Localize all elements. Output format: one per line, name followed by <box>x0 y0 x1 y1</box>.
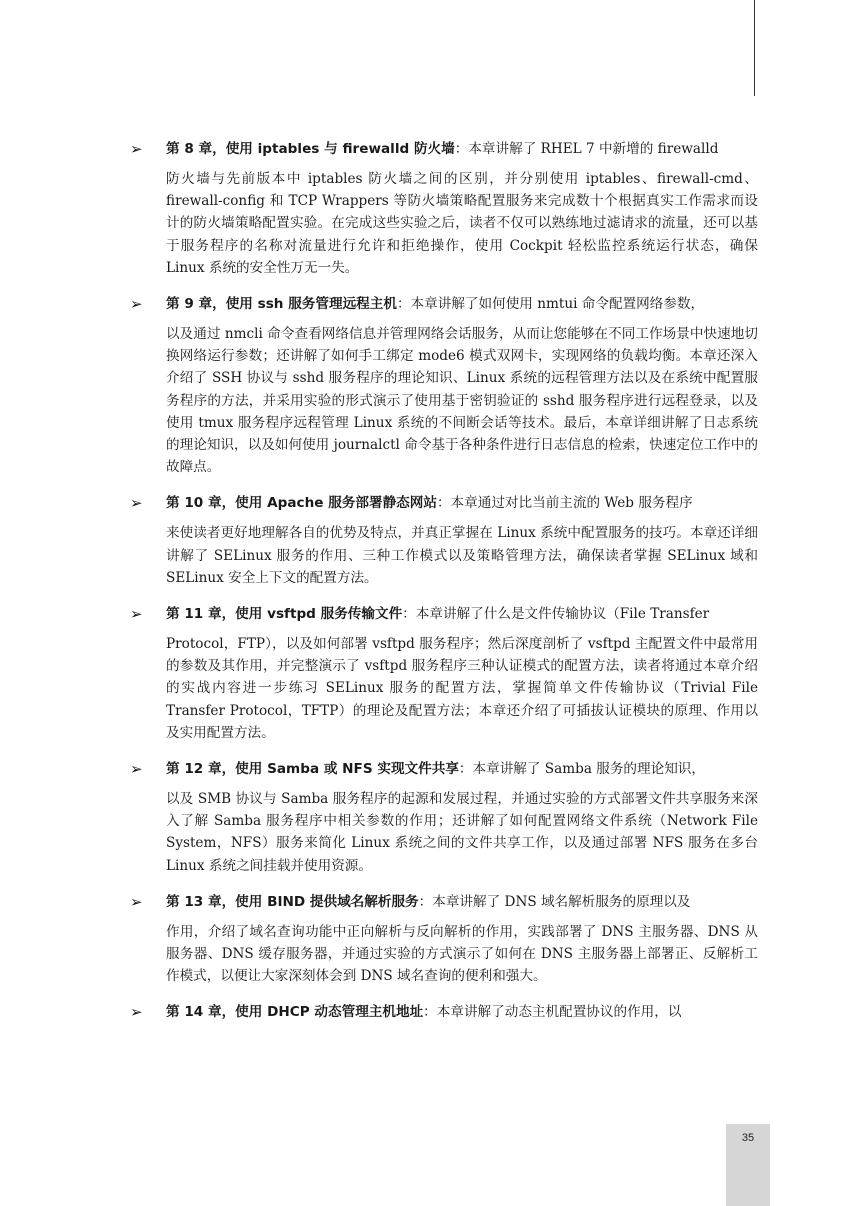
chapter-lead: ：本章讲解了动态主机配置协议的作用，以 <box>423 1004 682 1021</box>
chapter-item-12 <box>130 754 758 877</box>
chapter-heading: 第 11 章，使用 vsftpd 服务传输文件 <box>166 606 403 623</box>
chapter-lead: ：本章讲解了 RHEL 7 中新增的 firewalld <box>454 141 719 157</box>
arrow-bullet-icon: ➢ <box>130 140 143 158</box>
chapter-body: 以及通过 nmcli 命令查看网络信息并管理网络会话服务，从而让您能够在不同工作场景中快速地切换网络运行参数；还讲解了如何手工绑定 mode6 模式双网卡，实现网络的负载均衡。本章还深入介绍了 SSH 协议与 sshd 服务程序的理论知识、Linux 系统的远程管理方法以及在系统中配置服务程序的方法，并采用实验的形式演示了使用基于密钥验证的 sshd 服务程序进行远程登录，以及使用 tmux 服务程序远程管理 Linux 系统的不间断会话等技术。最后，本章详细讲解了日志系统的理论知识，以及如何使用 journalctl 命令基于各种条件进行日志信息的检索，快速定位工作中的故障点。 <box>166 326 758 476</box>
chapter-body: Protocol，FTP），以及如何部署 vsftpd 服务程序；然后深度剖析了 vsftpd 主配置文件中最常用的参数及其作用，并完整演示了 vsftpd 服务程序三种认证模式的配置方法，读者将通过本章介绍的实战内容进一步练习 SELinux 服务的配置方法，掌握简单文件传输协议（Trivial File Transfer Protocol，TFTP）的理论及配置方法；本章还介绍了可插拔认证模块的原理、作用以及实用配置方法。 <box>166 636 758 741</box>
chapter-lead: ：本章通过对比当前主流的 Web 服务程序 <box>436 495 693 512</box>
chapter-heading-line <box>136 488 758 518</box>
chapter-heading-line <box>136 134 758 164</box>
chapter-item-9 <box>130 289 758 478</box>
margin-rule <box>754 0 755 96</box>
chapter-heading-line <box>136 599 758 629</box>
chapter-body: 以及 SMB 协议与 Samba 服务程序的起源和发展过程，并通过实验的方式部署文件共享服务来深入了解 Samba 服务程序中相关参数的作用；还讲解了如何配置网络文件系统（Network File System，NFS）服务来简化 Linux 系统之间的文件共享工作，以及通过部署 NFS 服务在多台 Linux 系统之间挂载并使用资源。 <box>166 791 758 874</box>
chapter-item-11 <box>130 599 758 744</box>
arrow-bullet-icon: ➢ <box>130 295 143 314</box>
chapter-heading-line <box>136 289 758 319</box>
chapter-heading: 第 8 章，使用 iptables 与 firewalld 防火墙 <box>166 141 455 157</box>
chapter-body: 作用，介绍了域名查询功能中正向解析与反向解析的作用，实践部署了 DNS 主服务器、DNS 从服务器、DNS 缓存服务器，并通过实验的方式演示了如何在 DNS 主服务器上部署正、反解析工作模式，以便让大家深刻体会到 DNS 域名查询的便利和强大。 <box>166 923 758 985</box>
arrow-bullet-icon: ➢ <box>130 605 143 624</box>
chapter-summary-list <box>130 134 758 1037</box>
chapter-heading: 第 9 章，使用 ssh 服务管理远程主机 <box>166 296 397 313</box>
chapter-item-10 <box>130 488 758 589</box>
chapter-item-8 <box>130 134 758 279</box>
chapter-heading: 第 10 章，使用 Apache 服务部署静态网站 <box>166 495 437 512</box>
arrow-bullet-icon: ➢ <box>130 760 143 779</box>
chapter-body: 来使读者更好地理解各自的优势及特点，并真正掌握在 Linux 系统中配置服务的技巧。本章还详细讲解了 SELinux 服务的作用、三种工作模式以及策略管理方法，确保读者掌握 SELinux 域和 SELinux 安全上下文的配置方法。 <box>166 525 758 586</box>
chapter-item-14 <box>130 997 758 1027</box>
chapter-lead: ：本章讲解了如何使用 nmtui 命令配置网络参数， <box>396 296 705 313</box>
chapter-heading: 第 14 章，使用 DHCP 动态管理主机地址 <box>166 1004 424 1021</box>
arrow-bullet-icon: ➢ <box>130 494 143 513</box>
chapter-heading-line <box>136 997 758 1027</box>
chapter-lead: ：本章讲解了 DNS 域名解析服务的原理以及 <box>418 893 691 910</box>
page-number-tab <box>726 1124 770 1206</box>
chapter-item-13 <box>130 887 758 988</box>
arrow-bullet-icon: ➢ <box>130 892 143 911</box>
chapter-lead: ：本章讲解了什么是文件传输协议（File Transfer <box>402 606 710 623</box>
chapter-heading: 第 13 章，使用 BIND 提供域名解析服务 <box>166 893 419 910</box>
chapter-lead: ：本章讲解了 Samba 服务的理论知识， <box>458 761 705 778</box>
arrow-bullet-icon: ➢ <box>130 1003 143 1022</box>
page-number: 35 <box>741 1132 755 1144</box>
chapter-heading: 第 12 章，使用 Samba 或 NFS 实现文件共享 <box>166 761 459 778</box>
chapter-body: 防火墙与先前版本中 iptables 防火墙之间的区别，并分别使用 iptables、firewall-cmd、firewall-config 和 TCP Wrappers 等防火墙策略配置服务来完成数十个根据真实工作需求而设计的防火墙策略配置实验。在完成这些实验之后，读者不仅可以熟练地过滤请求的流量，还可以基于服务程序的名称对流量进行允许和拒绝操作，使用 Cockpit 轻松监控系统运行状态，确保 Linux 系统的安全性万无一失。 <box>166 171 758 276</box>
chapter-heading-line <box>136 887 758 917</box>
chapter-heading-line <box>136 754 758 784</box>
